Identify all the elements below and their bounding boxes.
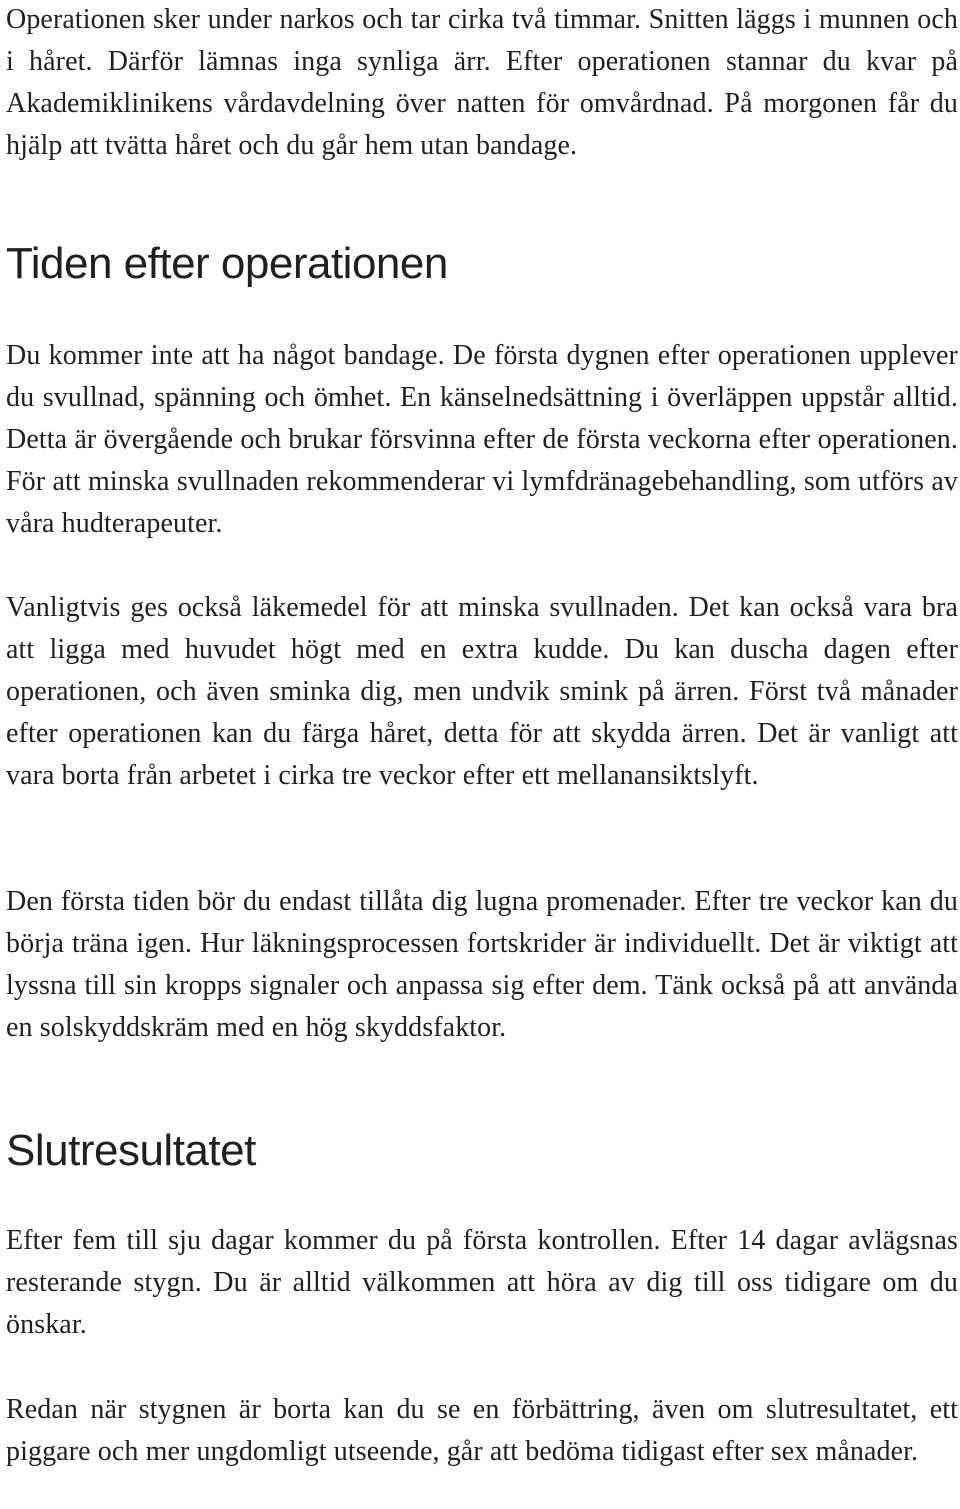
after-surgery-paragraph-2: Vanligtvis ges också läkemedel för att minska svullnaden. Det kan också vara bra att ligga med huvudet högt med en extra kudde. Du kan duscha dagen efter operationen, och även sminka dig, men undvik smink på ärren. Först två månader efter operationen kan du färga håret, detta för att skydda ärren. Det är vanligt att vara borta från arbetet i cirka tre veckor efter ett mellanansiktslyft. — [6, 592, 958, 791]
final-result-paragraph-2: Redan när stygnen är borta kan du se en förbättring, även om slutresultatet, ett piggare och mer ungdomligt utseende, går att bedöma tidigast efter sex månader. — [6, 1394, 958, 1467]
intro-paragraph: Operationen sker under narkos och tar cirka två timmar. Snitten läggs i munnen och i håret. Därför lämnas inga synliga ärr. Efter operationen stannar du kvar på Akademiklinikens vårdavdelning över natten för omvårdnad. På morgonen får du hjälp att tvätta håret och du går hem utan bandage. — [6, 4, 958, 161]
final-result-paragraph-1: Efter fem till sju dagar kommer du på första kontrollen. Efter 14 dagar avlägsnas resterande stygn. Du är alltid välkommen att höra av dig till oss tidigare om du önskar. — [6, 1225, 958, 1340]
section-heading-after-surgery: Tiden efter operationen — [6, 239, 448, 288]
after-surgery-paragraph-3: Den första tiden bör du endast tillåta dig lugna promenader. Efter tre veckor kan du börja träna igen. Hur läkningsprocessen fortskrider är individuellt. Det är viktigt att lyssna till sin kropps signaler och anpassa sig efter dem. Tänk också på att använda en solskyddskräm med en hög skyddsfaktor. — [6, 886, 958, 1043]
section-heading-final-result: Slutresultatet — [6, 1126, 256, 1175]
after-surgery-paragraph-1: Du kommer inte att ha något bandage. De första dygnen efter operationen upplever du svullnad, spänning och ömhet. En känselnedsättning i överläppen uppstår alltid. Detta är övergående och brukar försvinna efter de första veckorna efter operationen. För att minska svullnaden rekommenderar vi lymfdränagebehandling, som utförs av våra hudterapeuter. — [6, 340, 958, 539]
